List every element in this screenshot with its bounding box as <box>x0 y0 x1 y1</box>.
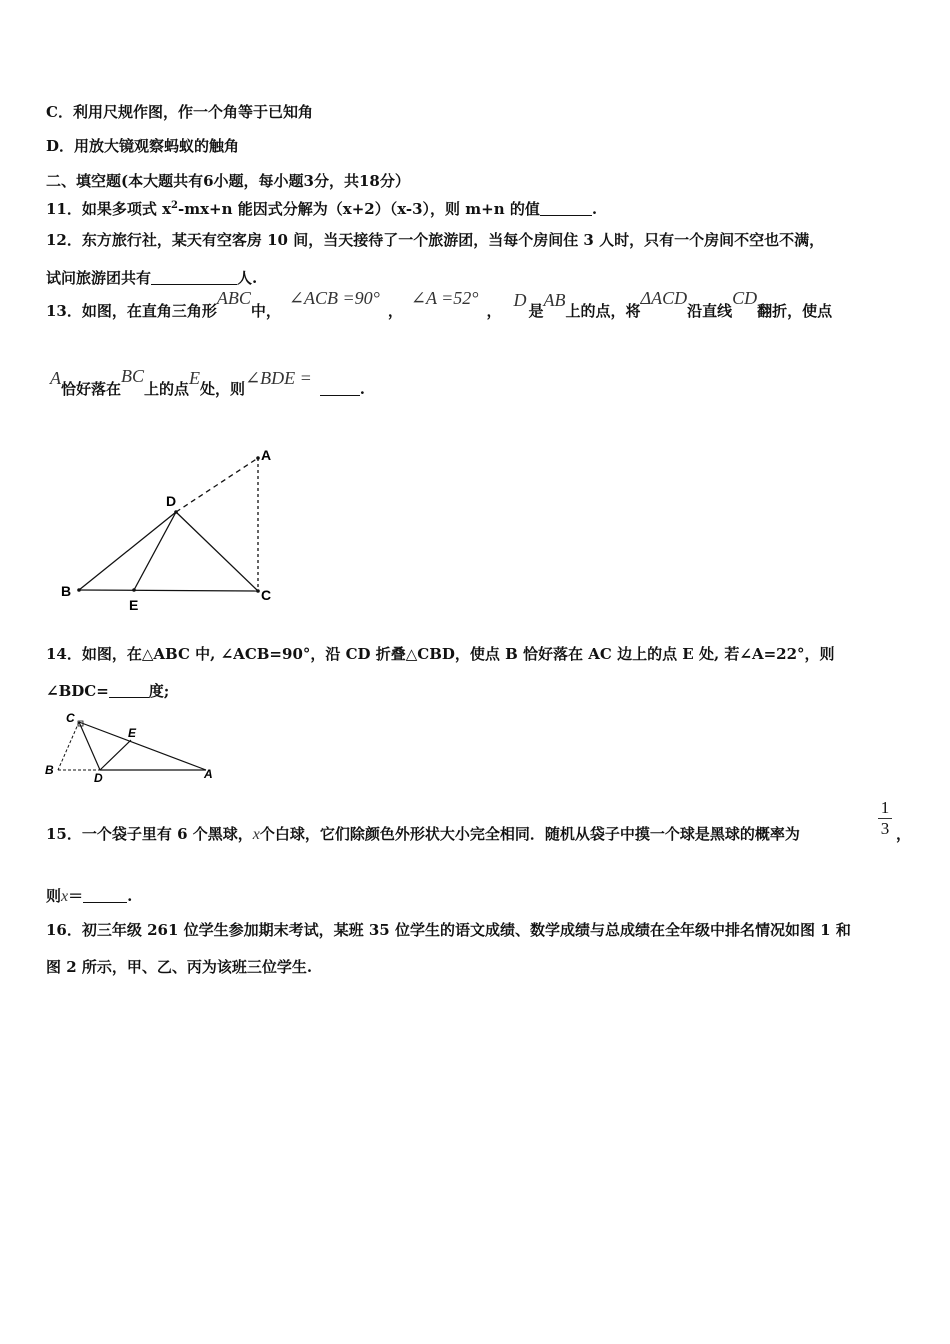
option-d: D．用放大镜观察蚂蚁的触角 <box>46 137 240 155</box>
figure-14-triangle <box>42 708 222 788</box>
question-15-line2: 则x＝ . <box>46 887 133 905</box>
option-c: C．利用尺规作图，作一个角等于已知角 <box>46 103 313 121</box>
fraction-one-third: $\frac{1}{3}$ <box>878 798 892 839</box>
question-15-comma: ， <box>896 825 912 843</box>
label-a: A <box>204 767 213 781</box>
label-a: A <box>261 447 272 463</box>
figure-13-triangle <box>55 440 285 618</box>
question-14-line1: 14．如图，在△ABC 中, ∠ACB=90°，沿 CD 折叠△CBD，使点 B 恰好落在 AC 边上的点 E 处, 若∠A=22°，则 <box>46 645 835 663</box>
question-11: 11．如果多项式 $x^2-mx+n$ 能因式分解为（x+2）（x-3），则 m+n 的值 . <box>46 200 598 218</box>
question-16-line2: 图 2 所示，甲、乙、丙为该班三位学生. <box>46 958 313 976</box>
label-d: D <box>166 493 177 509</box>
question-12-line2: 试问旅游团共有 人. <box>46 269 258 287</box>
label-c: C <box>261 587 272 603</box>
question-16-line1: 16．初三年级 261 位学生参加期末考试，某班 35 位学生的语文成绩、数学成绩与总成绩在全年级中排名情况如图 1 和 <box>46 921 851 939</box>
question-13-line1: 13．如图，在直角三角形ABC中，∠ACB =90°，∠A =52°，D是AB上的点，将ΔACD沿直线CD翻折，使点 <box>46 288 833 320</box>
label-e: E <box>129 597 139 613</box>
label-d: D <box>94 771 103 785</box>
label-e: E <box>128 726 137 740</box>
question-13-line2: A恰好落在BC上的点E处，则∠BDE =. <box>50 366 366 398</box>
question-14-line2: ∠BDC= 度; <box>46 682 170 700</box>
question-12-line1: 12．东方旅行社，某天有空客房 10 间，当天接待了一个旅游团，当每个房间住 3 人时，只有一个房间不空也不满， <box>46 231 825 249</box>
label-b: B <box>61 583 72 599</box>
question-15-line1: 15．一个袋子里有 6 个黑球，x个白球，它们除颜色外形状大小完全相同．随机从袋子中摸一个球是黑球的概率为 <box>46 825 800 843</box>
label-c: C <box>66 711 75 725</box>
section-two-heading: 二、填空题(本大题共有6小题，每小题3分，共18分） <box>46 172 410 190</box>
label-b: B <box>45 763 54 777</box>
